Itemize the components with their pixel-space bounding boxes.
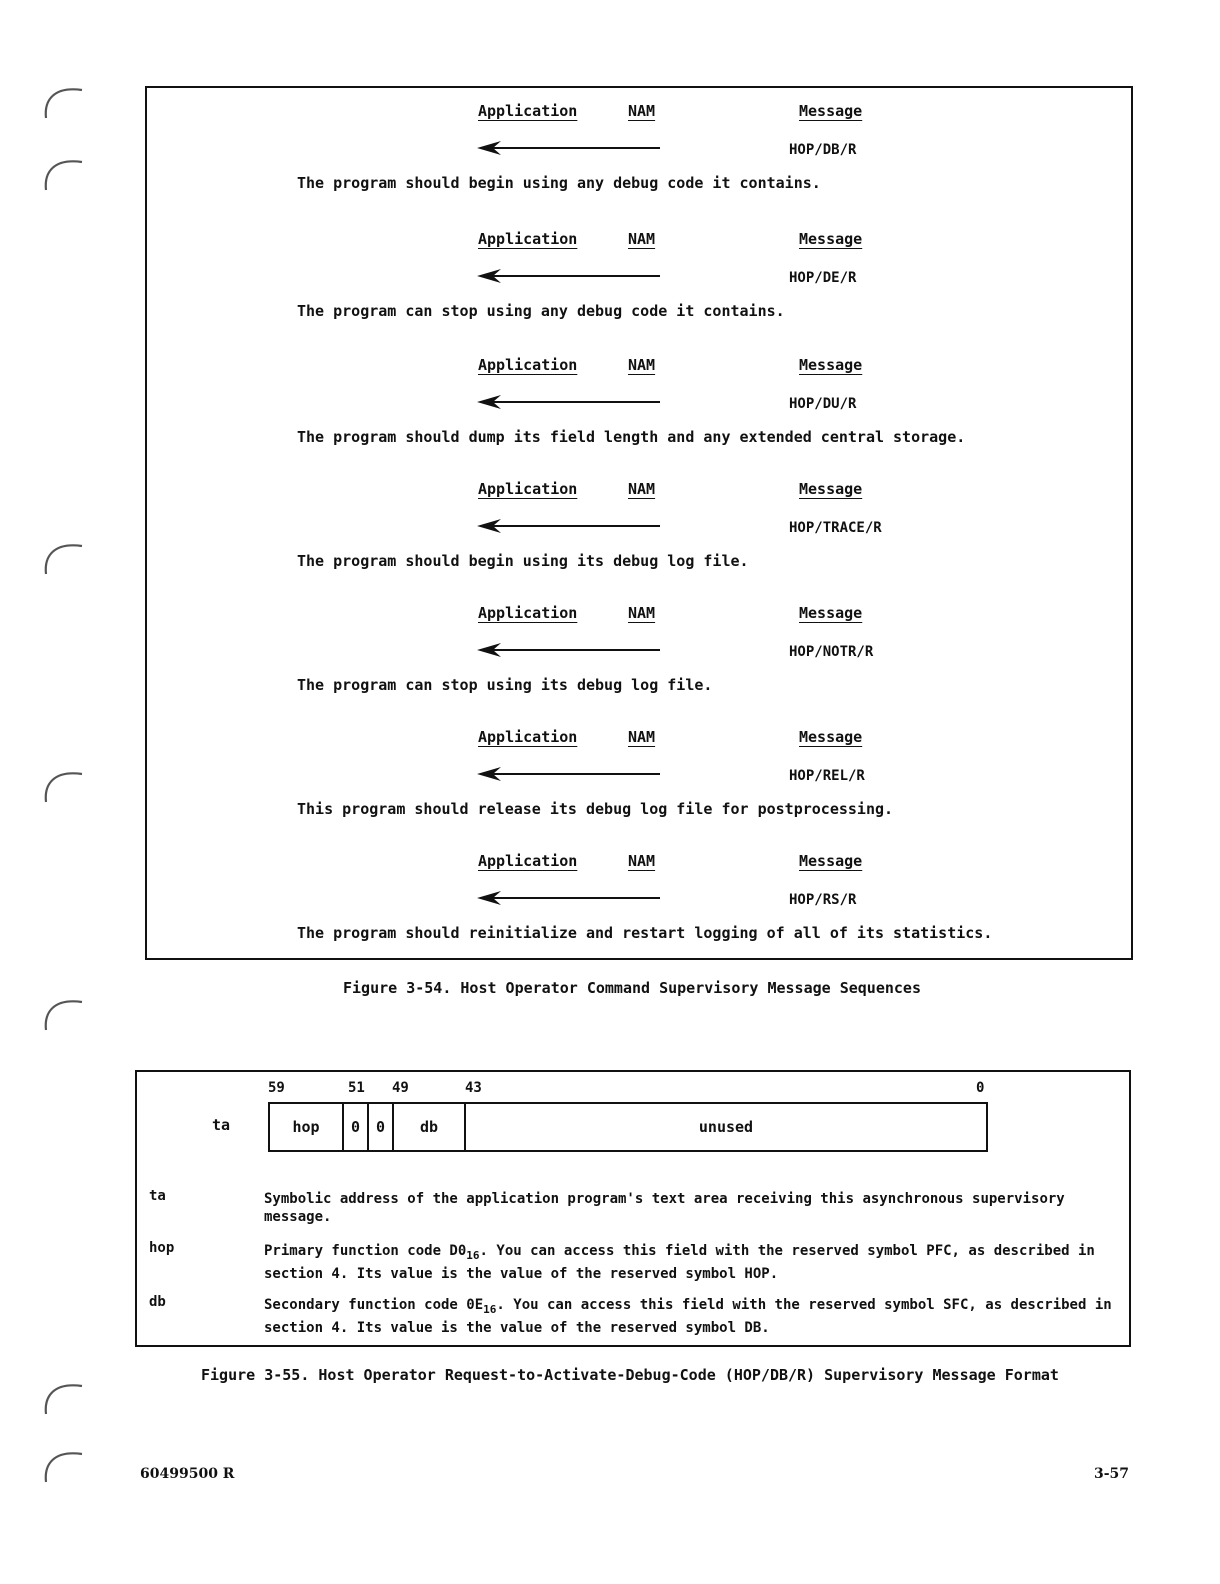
message-sequence bbox=[147, 88, 1131, 212]
left-arrow-icon bbox=[477, 890, 661, 906]
sequence-description: The program should begin using any debug code it contains. bbox=[297, 174, 821, 192]
word-label-ta: ta bbox=[212, 1116, 231, 1134]
figure-3-55-caption: Figure 3-55. Host Operator Request-to-Activate-Debug-Code (HOP/DB/R) Supervisory Message Format bbox=[201, 1366, 1059, 1384]
bit-number-49: 49 bbox=[392, 1080, 409, 1096]
application-column-header: Application bbox=[478, 480, 578, 498]
message-code: HOP/DE/R bbox=[789, 270, 857, 286]
message-sequence bbox=[147, 838, 1131, 962]
definition-text-hop: Primary function code $D0_{16}$. You can access this field with the reserved symbol PFC, as described in section 4. Its value is the value of the reserved symbol HOP. bbox=[264, 1243, 1095, 1282]
field-zero-1: 0 bbox=[344, 1104, 369, 1150]
message-code: HOP/RS/R bbox=[789, 892, 857, 908]
punch-hole-icon bbox=[38, 1374, 86, 1422]
page-number: 3-57 bbox=[1094, 1466, 1130, 1482]
field-unused: unused bbox=[698, 1118, 754, 1136]
message-column-header: Message bbox=[799, 230, 863, 248]
message-sequence bbox=[147, 590, 1131, 714]
nam-column-header: NAM bbox=[628, 852, 656, 870]
figure-3-54-sequence-box bbox=[145, 86, 1133, 960]
message-code: HOP/DU/R bbox=[789, 396, 857, 412]
message-code: HOP/NOTR/R bbox=[789, 644, 874, 660]
message-column-header: Message bbox=[799, 480, 863, 498]
message-column-header: Message bbox=[799, 728, 863, 746]
punch-hole-icon bbox=[38, 990, 86, 1038]
nam-column-header: NAM bbox=[628, 230, 656, 248]
field-zero-2: 0 bbox=[369, 1104, 394, 1150]
message-column-header: Message bbox=[799, 604, 863, 622]
sequence-description: This program should release its debug log file for postprocessing. bbox=[297, 800, 894, 818]
left-arrow-icon bbox=[477, 394, 661, 410]
application-column-header: Application bbox=[478, 356, 578, 374]
bit-number-0: 0 bbox=[976, 1080, 985, 1096]
definition-text-ta: Symbolic address of the application program's text area receiving this asynchronous supervisory message. bbox=[264, 1191, 1065, 1225]
figure-3-54-caption: Figure 3-54. Host Operator Command Supervisory Message Sequences bbox=[343, 979, 921, 997]
figure-3-55-format-box bbox=[135, 1070, 1131, 1347]
nam-column-header: NAM bbox=[628, 604, 656, 622]
nam-column-header: NAM bbox=[628, 356, 656, 374]
application-column-header: Application bbox=[478, 604, 578, 622]
punch-hole-icon bbox=[38, 150, 86, 198]
field-db: db bbox=[394, 1104, 466, 1150]
left-arrow-icon bbox=[477, 140, 661, 156]
bit-number-59: 59 bbox=[268, 1080, 285, 1096]
left-arrow-icon bbox=[477, 268, 661, 284]
application-column-header: Application bbox=[478, 728, 578, 746]
message-sequence bbox=[147, 216, 1131, 340]
nam-column-header: NAM bbox=[628, 728, 656, 746]
bit-number-43: 43 bbox=[465, 1080, 482, 1096]
message-code: HOP/DB/R bbox=[789, 142, 857, 158]
definition-name-hop: hop bbox=[149, 1240, 175, 1256]
message-sequence bbox=[147, 714, 1131, 838]
document-number: 60499500 R bbox=[140, 1466, 235, 1482]
definition-name-db: db bbox=[149, 1294, 166, 1310]
message-column-header: Message bbox=[799, 852, 863, 870]
application-column-header: Application bbox=[478, 852, 578, 870]
field-hop: hop bbox=[270, 1104, 344, 1150]
sequence-description: The program can stop using its debug log file. bbox=[297, 676, 713, 694]
message-code: HOP/TRACE/R bbox=[789, 520, 882, 536]
definition-name-ta: ta bbox=[149, 1188, 166, 1204]
application-column-header: Application bbox=[478, 230, 578, 248]
definition-text-db: Secondary function code $0E_{16}$. You can access this field with the reserved symbol SFC, as described in section 4. Its value is the value of the reserved symbol DB. bbox=[264, 1297, 1112, 1336]
nam-column-header: NAM bbox=[628, 102, 656, 120]
nam-column-header: NAM bbox=[628, 480, 656, 498]
left-arrow-icon bbox=[477, 642, 661, 658]
punch-hole-icon bbox=[38, 78, 86, 126]
message-column-header: Message bbox=[799, 102, 863, 120]
application-column-header: Application bbox=[478, 102, 578, 120]
punch-hole-icon bbox=[38, 1442, 86, 1490]
sequence-description: The program should reinitialize and restart logging of all of its statistics. bbox=[297, 924, 993, 942]
left-arrow-icon bbox=[477, 766, 661, 782]
message-sequence bbox=[147, 466, 1131, 590]
sequence-description: The program should dump its field length and any extended central storage. bbox=[297, 428, 966, 446]
message-column-header: Message bbox=[799, 356, 863, 374]
punch-hole-icon bbox=[38, 534, 86, 582]
bit-number-51: 51 bbox=[348, 1080, 365, 1096]
message-word-layout bbox=[268, 1102, 988, 1152]
left-arrow-icon bbox=[477, 518, 661, 534]
message-code: HOP/REL/R bbox=[789, 768, 865, 784]
sequence-description: The program can stop using any debug code it contains. bbox=[297, 302, 785, 320]
sequence-description: The program should begin using its debug log file. bbox=[297, 552, 749, 570]
punch-hole-icon bbox=[38, 762, 86, 810]
message-sequence bbox=[147, 342, 1131, 466]
